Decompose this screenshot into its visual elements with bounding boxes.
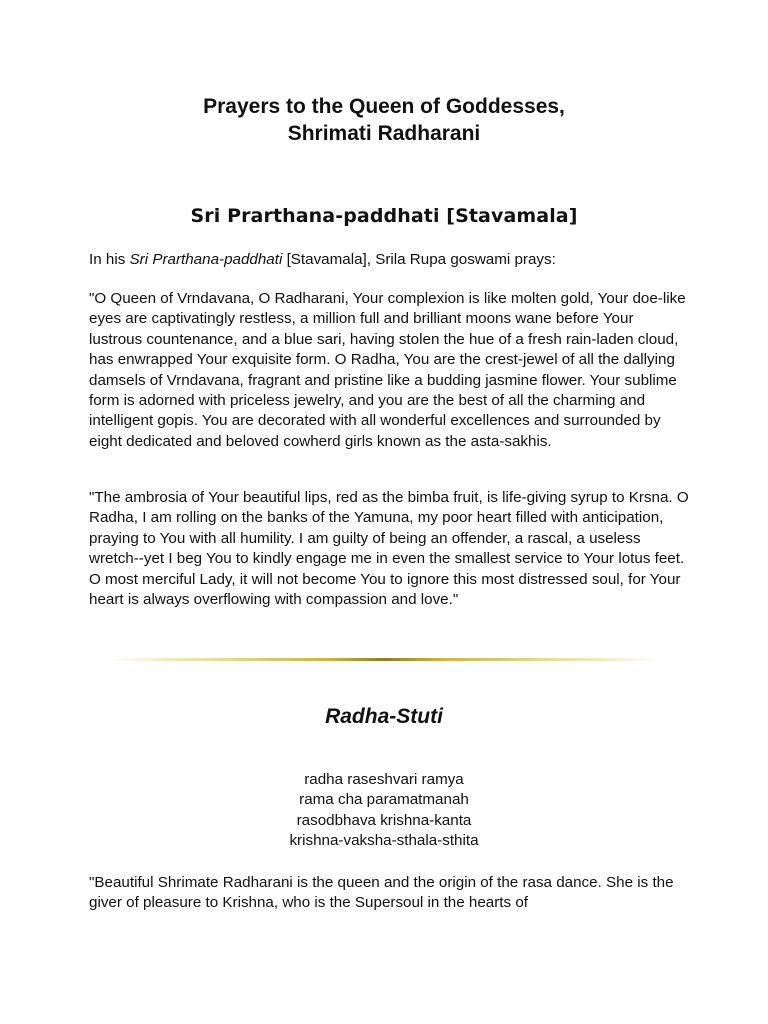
intro-paragraph [89,250,689,270]
prayer-paragraph-2: "The ambrosia of Your beautiful lips, red as the bimba fruit, is life-giving syrup to Krsna. O Radha, I am rolling on the banks of the Yamuna, my poor heart filled with anticipation, praying to You with all humility. I am guilty of being an offender, a rascal, a useless wretch--yet I beg You to kindly engage me in even the smallest service to Your lotus feet. O most merciful Lady, it will not become You to ignore this most distressed soul, for Your heart is always overflowing with compassion and love." [89,489,689,609]
intro-text-before: In his [89,251,130,268]
prayer-paragraph-1: "O Queen of Vrndavana, O Radharani, Your complexion is like molten gold, Your doe-like eyes are captivatingly restless, a million full and brilliant moons wane before Your lustrous countenance, and a blue sari, having stolen the hue of a fresh rain-laden cloud, has enwrapped Your exquisite form. O Radha, You are the crest-jewel of all the dallying damsels of Vrndavana, fragrant and pristine like a budding jasmine flower. Your sublime form is adorned with priceless jewelry, and you are the best of all the charming and intelligent gopis. You are decorated with all wonderful excellences and surrounded by eight dedicated and beloved cowherd girls known as the asta-sakhis. [89,290,686,450]
verse-line: radha raseshvari ramya [304,771,464,788]
section-heading-radha-stuti: Radha-Stuti [325,705,443,728]
title-line-1: Prayers to the Queen of Goddesses, [203,95,565,118]
verse-translation: "Beautiful Shrimate Radharani is the queen and the origin of the rasa dance. She is the giver of pleasure to Krishna, who is the Supersoul in the hearts of [89,874,674,912]
section-heading-stavamala: Sri Prarthana-paddhati [Stavamala] [190,205,578,227]
verse-line: rasodbhava krishna-kanta [296,811,472,829]
gold-divider [106,658,662,661]
verse-line: rama cha paramatmanah [299,791,469,809]
title-line-2: Shrimati Radharani [287,122,481,145]
intro-book-title: Sri Prarthana-paddhati [129,251,283,268]
sanskrit-verse [0,770,768,852]
verse-line: krishna-vaksha-sthala-sthita [289,832,479,850]
page-title [0,93,768,147]
intro-text-after: [Stavamala], Srila Rupa goswami prays: [282,251,556,268]
